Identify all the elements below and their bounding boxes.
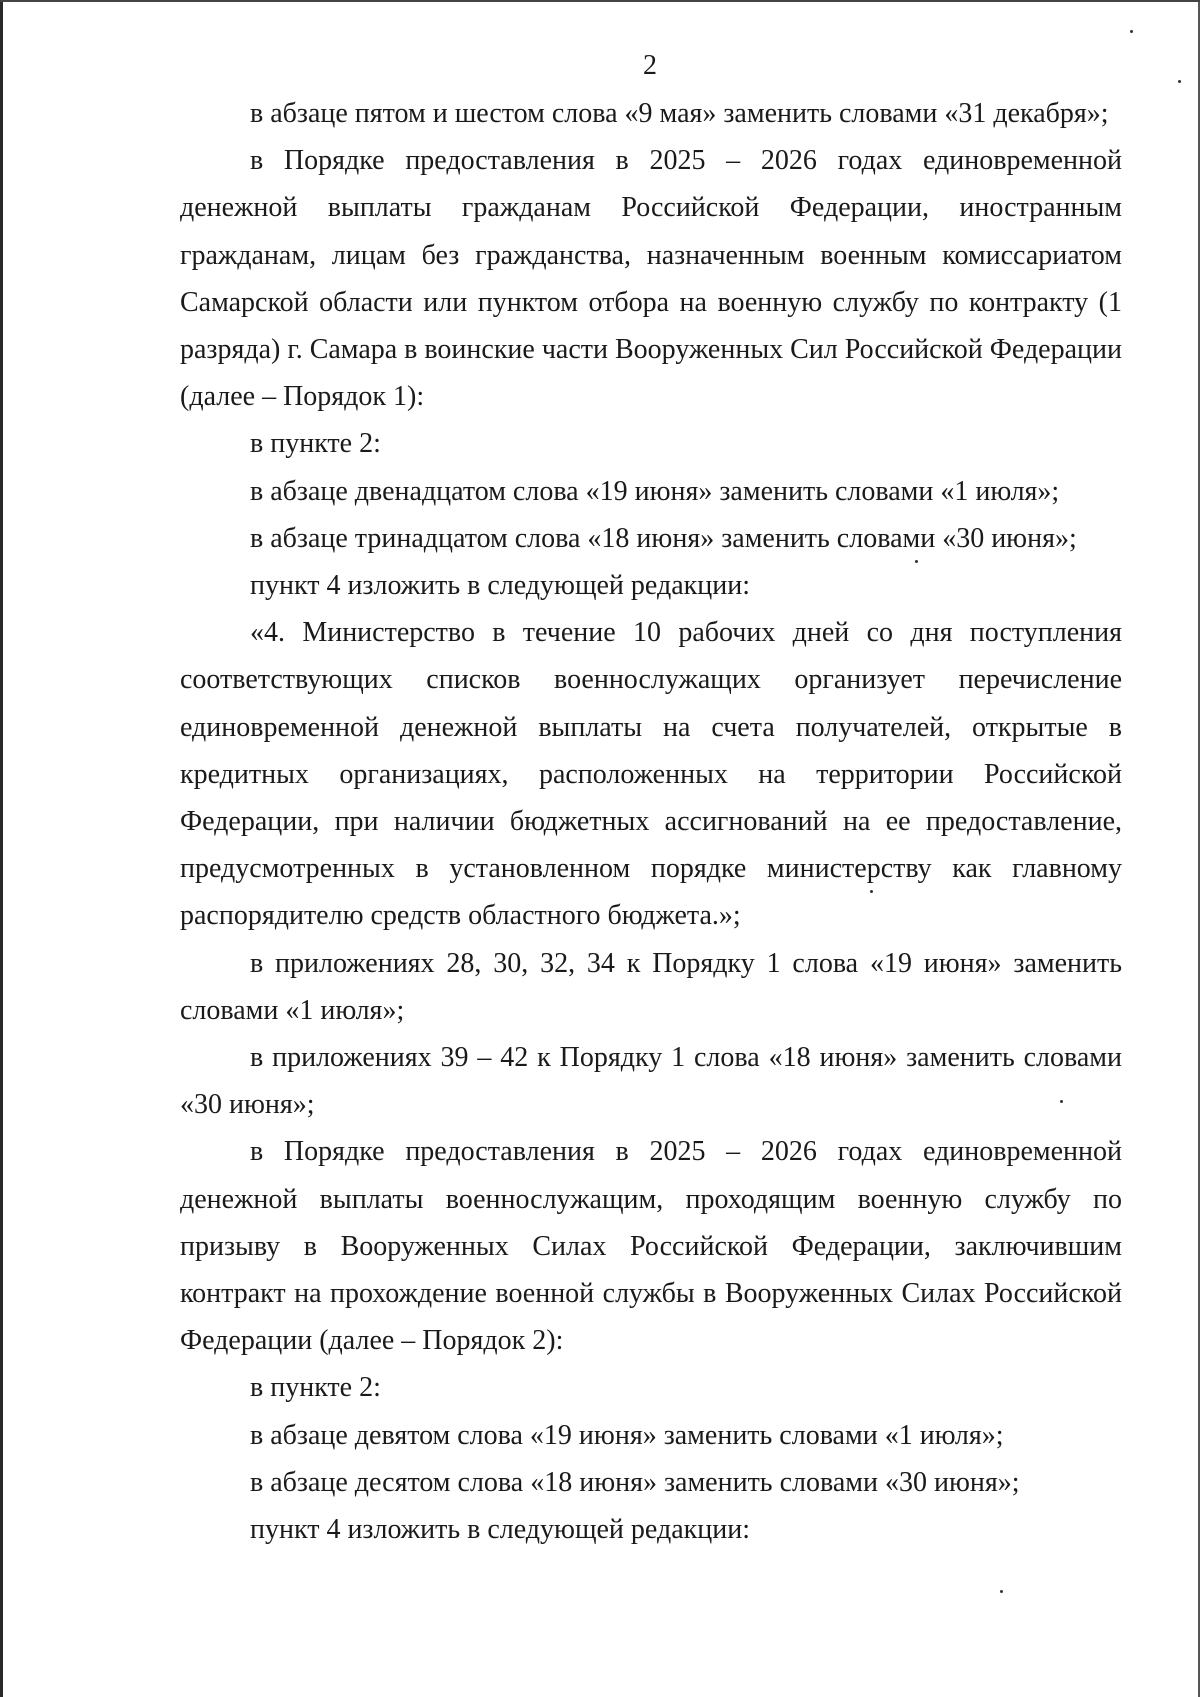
paragraph: в абзаце двенадцатом слова «19 июня» заменить словами «1 июля»; <box>250 475 1060 507</box>
paragraph: в Порядке предоставления в 2025 – 2026 годах единовременной денежной выплаты военнослужащим, проходящим военную службу по призыву в Вооруженных Силах Российской Федерации, заключившим контракт на прохождение военной службы в Вооруженных Силах Российской Федерации (далее – Порядок 2): <box>180 1136 1122 1357</box>
scan-top-edge <box>0 0 1200 2</box>
document-body <box>180 90 1122 1553</box>
paragraph: в пункте 2: <box>250 428 381 460</box>
paragraph: в абзаце тринадцатом слова «18 июня» заменить словами «30 июня»; <box>250 522 1077 554</box>
scan-left-edge <box>0 0 3 1697</box>
page-number: 2 <box>643 50 657 81</box>
scan-speck <box>1130 30 1133 33</box>
paragraph: в Порядке предоставления в 2025 – 2026 годах единовременной денежной выплаты гражданам Российской Федерации, иностранным гражданам, лицам без гражданства, назначенным военным комиссариатом Самарской области или пунктом отбора на военную службу по контракту (1 разряда) г. Самара в воинские части Вооруженных Сил Российской Федерации (далее – Порядок 1): <box>180 145 1122 413</box>
paragraph: в пункте 2: <box>250 1372 381 1404</box>
scan-speck <box>870 890 873 893</box>
paragraph: пункт 4 изложить в следующей редакции: <box>250 570 750 602</box>
scan-speck <box>1000 1590 1003 1593</box>
scan-speck <box>1060 1100 1063 1103</box>
paragraph: пункт 4 изложить в следующей редакции: <box>250 1514 750 1546</box>
paragraph: в абзаце пятом и шестом слова «9 мая» заменить словами «31 декабря»; <box>250 98 1109 129</box>
paragraph: в приложениях 28, 30, 32, 34 к Порядку 1 слова «19 июня» заменить словами «1 июля»; <box>180 947 1122 1026</box>
paragraph: в абзаце девятом слова «19 июня» заменить словами «1 июля»; <box>250 1419 1004 1451</box>
paragraph: «4. Министерство в течение 10 рабочих дней со дня поступления соответствующих списков военнослужащих организует перечисление единовременной денежной выплаты на счета получателей, открытые в кредитных организациях, расположенных на территории Российской Федерации, при наличии бюджетных ассигнований на ее предоставление, предусмотренных в установленном порядке министерству как главному распорядителю средств областного бюджета.»; <box>180 617 1122 932</box>
paragraph: в приложениях 39 – 42 к Порядку 1 слова «18 июня» заменить словами «30 июня»; <box>180 1042 1122 1121</box>
scan-speck <box>915 560 918 563</box>
paragraph: в абзаце десятом слова «18 июня» заменить словами «30 июня»; <box>250 1466 1020 1498</box>
scan-speck <box>1178 80 1181 83</box>
